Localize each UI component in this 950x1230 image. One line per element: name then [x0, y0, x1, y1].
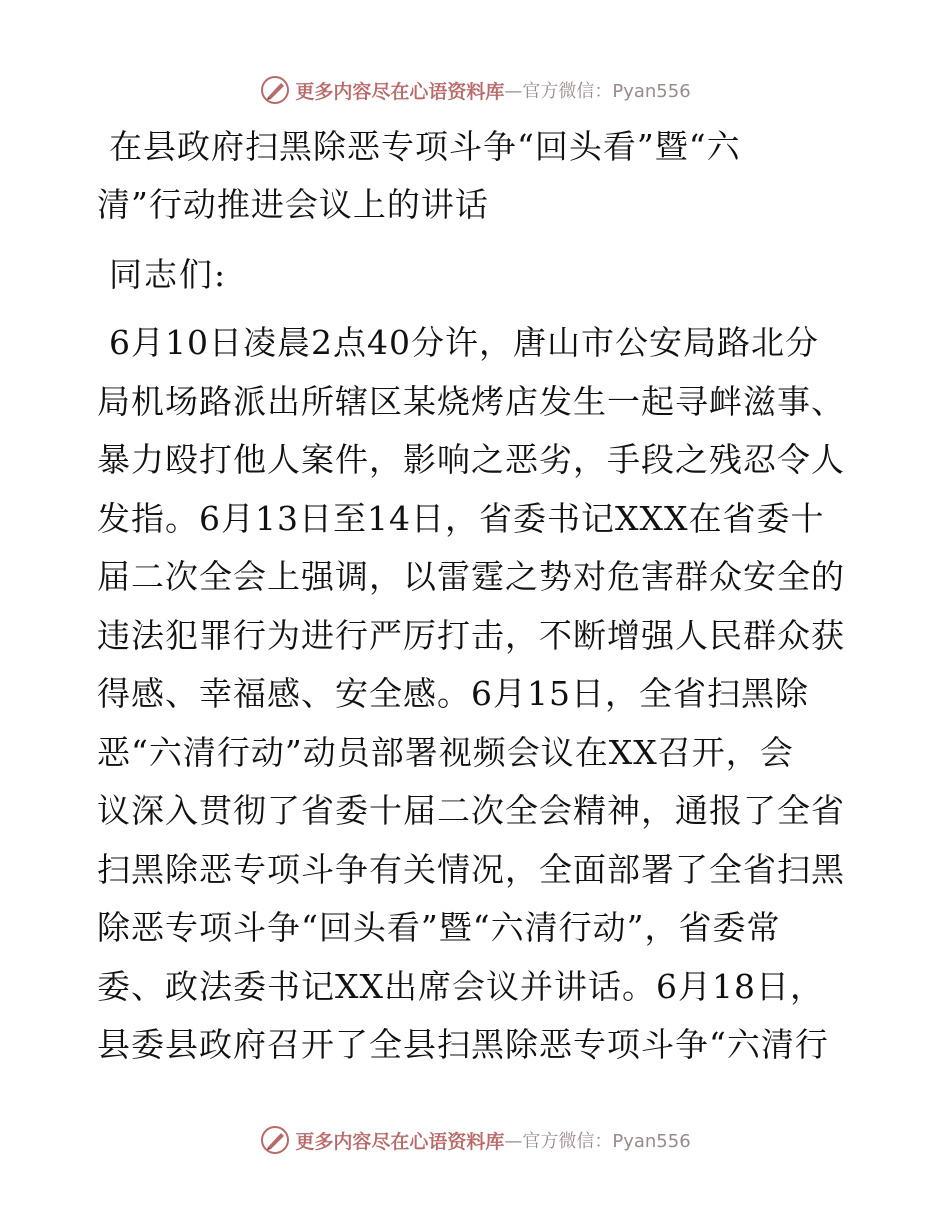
salutation: 同志们: — [109, 255, 228, 294]
banner-red-text: 更多内容尽在心语资料库 — [295, 80, 505, 103]
body-line: 届二次全会上强调，以雷霆之势对危害群众安全的 — [97, 557, 845, 596]
body-line: 发指。6月13日至14日，省委书记XXX在省委十 — [97, 498, 825, 538]
body-line: 恶“六清行动”动员部署视频会议在XX召开，会 — [97, 732, 794, 772]
header-watermark-banner — [0, 70, 950, 110]
body-line: 委、政法委书记XX出席会议并讲话。6月18日， — [97, 966, 824, 1006]
body-line: 县委县政府召开了全县扫黑除恶专项斗争“六清行 — [97, 1025, 829, 1064]
pen-circle-logo-icon — [259, 74, 291, 106]
body-line: 得感、幸福感、安全感。6月15日，全省扫黑除 — [97, 674, 809, 713]
title-line-1: 在县政府扫黑除恶专项斗争“回头看”暨“六 — [109, 127, 741, 166]
body-line: 局机场路派出所辖区某烧烤店发生一起寻衅滋事、 — [97, 381, 845, 421]
footer-watermark-banner — [0, 1120, 950, 1160]
body-paragraph — [97, 314, 857, 1075]
banner-red-text: 更多内容尽在心语资料库 — [295, 1130, 505, 1153]
body-line: 议深入贯彻了省委十届二次全会精神，通报了全省 — [97, 791, 845, 830]
body-line: 扫黑除恶专项斗争有关情况，全面部署了全省扫黑 — [97, 849, 845, 889]
body-line: 暴力殴打他人案件，影响之恶劣，手段之残忍令人 — [97, 440, 845, 479]
document-title — [97, 118, 857, 234]
title-line-2: 清”行动推进会议上的讲话 — [97, 185, 489, 224]
document-body — [97, 118, 857, 1075]
pen-circle-logo-icon — [259, 1124, 291, 1156]
body-line: 6月10日凌晨2点40分许，唐山市公安局路北分 — [109, 323, 819, 362]
banner-grey-text: —官方微信：Pyan556 — [504, 1131, 691, 1152]
body-line: 除恶专项斗争“回头看”暨“六清行动”，省委常 — [97, 908, 781, 947]
body-line: 违法犯罪行为进行严厉打击，不断增强人民群众获 — [97, 615, 845, 655]
banner-grey-text: —官方微信：Pyan556 — [504, 81, 691, 102]
